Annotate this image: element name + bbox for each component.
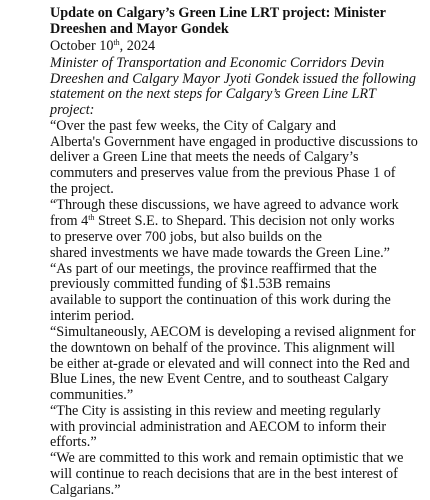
paragraph-6-line: Calgarians.” (50, 482, 121, 498)
paragraph-1-line: the project. (50, 181, 114, 197)
paragraph-1-line: commuters and preserves value from the previous Phase 1 of (50, 165, 396, 181)
paragraph-2-line: shared investments we have made towards the Green Line.” (50, 245, 390, 261)
paragraph-2-line (50, 214, 394, 230)
paragraph-3-line: available to support the continuation of this work during the (50, 292, 391, 308)
title-line-1: Update on Calgary’s Green Line LRT project: Minister (50, 5, 386, 21)
paragraph-6-line: will continue to reach decisions that are in the best interest of (50, 466, 398, 482)
paragraph-1-line: deliver a Green Line that meets the needs of Calgary’s (50, 149, 359, 165)
paragraph-4-line: be either at-grade or elevated and will connect into the Red and (50, 356, 410, 372)
paragraph-4-line: the downtown on behalf of the province. This alignment will (50, 340, 395, 356)
paragraph-5-line: efforts.” (50, 434, 97, 450)
street-prefix: from 4 (50, 213, 89, 229)
paragraph-3-line: previously committed funding of $1.53B remains (50, 276, 331, 292)
paragraph-4-line: Blue Lines, the new Event Centre, and to southeast Calgary (50, 371, 389, 387)
date-prefix: October 10 (50, 38, 114, 54)
paragraph-4-line: “Simultaneously, AECOM is developing a revised alignment for (50, 324, 416, 340)
paragraph-3-line: “As part of our meetings, the province reaffirmed that the (50, 261, 377, 277)
intro-line: Dreeshen and Calgary Mayor Jyoti Gondek issued the following (50, 71, 416, 87)
paragraph-5-line: with provincial administration and AECOM to inform their (50, 419, 387, 435)
paragraph-2-line: “Through these discussions, we have agreed to advance work (50, 197, 399, 213)
date-suffix-superscript: th (113, 38, 120, 47)
paragraph-3-line: interim period. (50, 308, 135, 324)
title-line-2: Dreeshen and Mayor Gondek (50, 21, 229, 37)
date-year: , 2024 (119, 38, 156, 54)
paragraph-6-line: “We are committed to this work and remain optimistic that we (50, 450, 404, 466)
paragraph-5-line: “The City is assisting in this review and meeting regularly (50, 403, 381, 419)
paragraph-4-line: communities.” (50, 387, 134, 403)
intro-line: project: (50, 102, 95, 118)
paragraph-1-line: Alberta's Government have engaged in productive discussions to (50, 134, 418, 150)
paragraph-1-line: “Over the past few weeks, the City of Calgary and (50, 118, 337, 134)
street-superscript: th (88, 213, 95, 222)
intro-line: Minister of Transportation and Economic Corridors Devin (50, 55, 385, 71)
street-suffix: Street S.E. to Shepard. This decision not only works (94, 213, 395, 229)
intro-line: statement on the next steps for Calgary’s Green Line LRT (50, 86, 376, 102)
date-line (50, 39, 155, 55)
paragraph-2-line: to preserve over 700 jobs, but also builds on the (50, 229, 322, 245)
